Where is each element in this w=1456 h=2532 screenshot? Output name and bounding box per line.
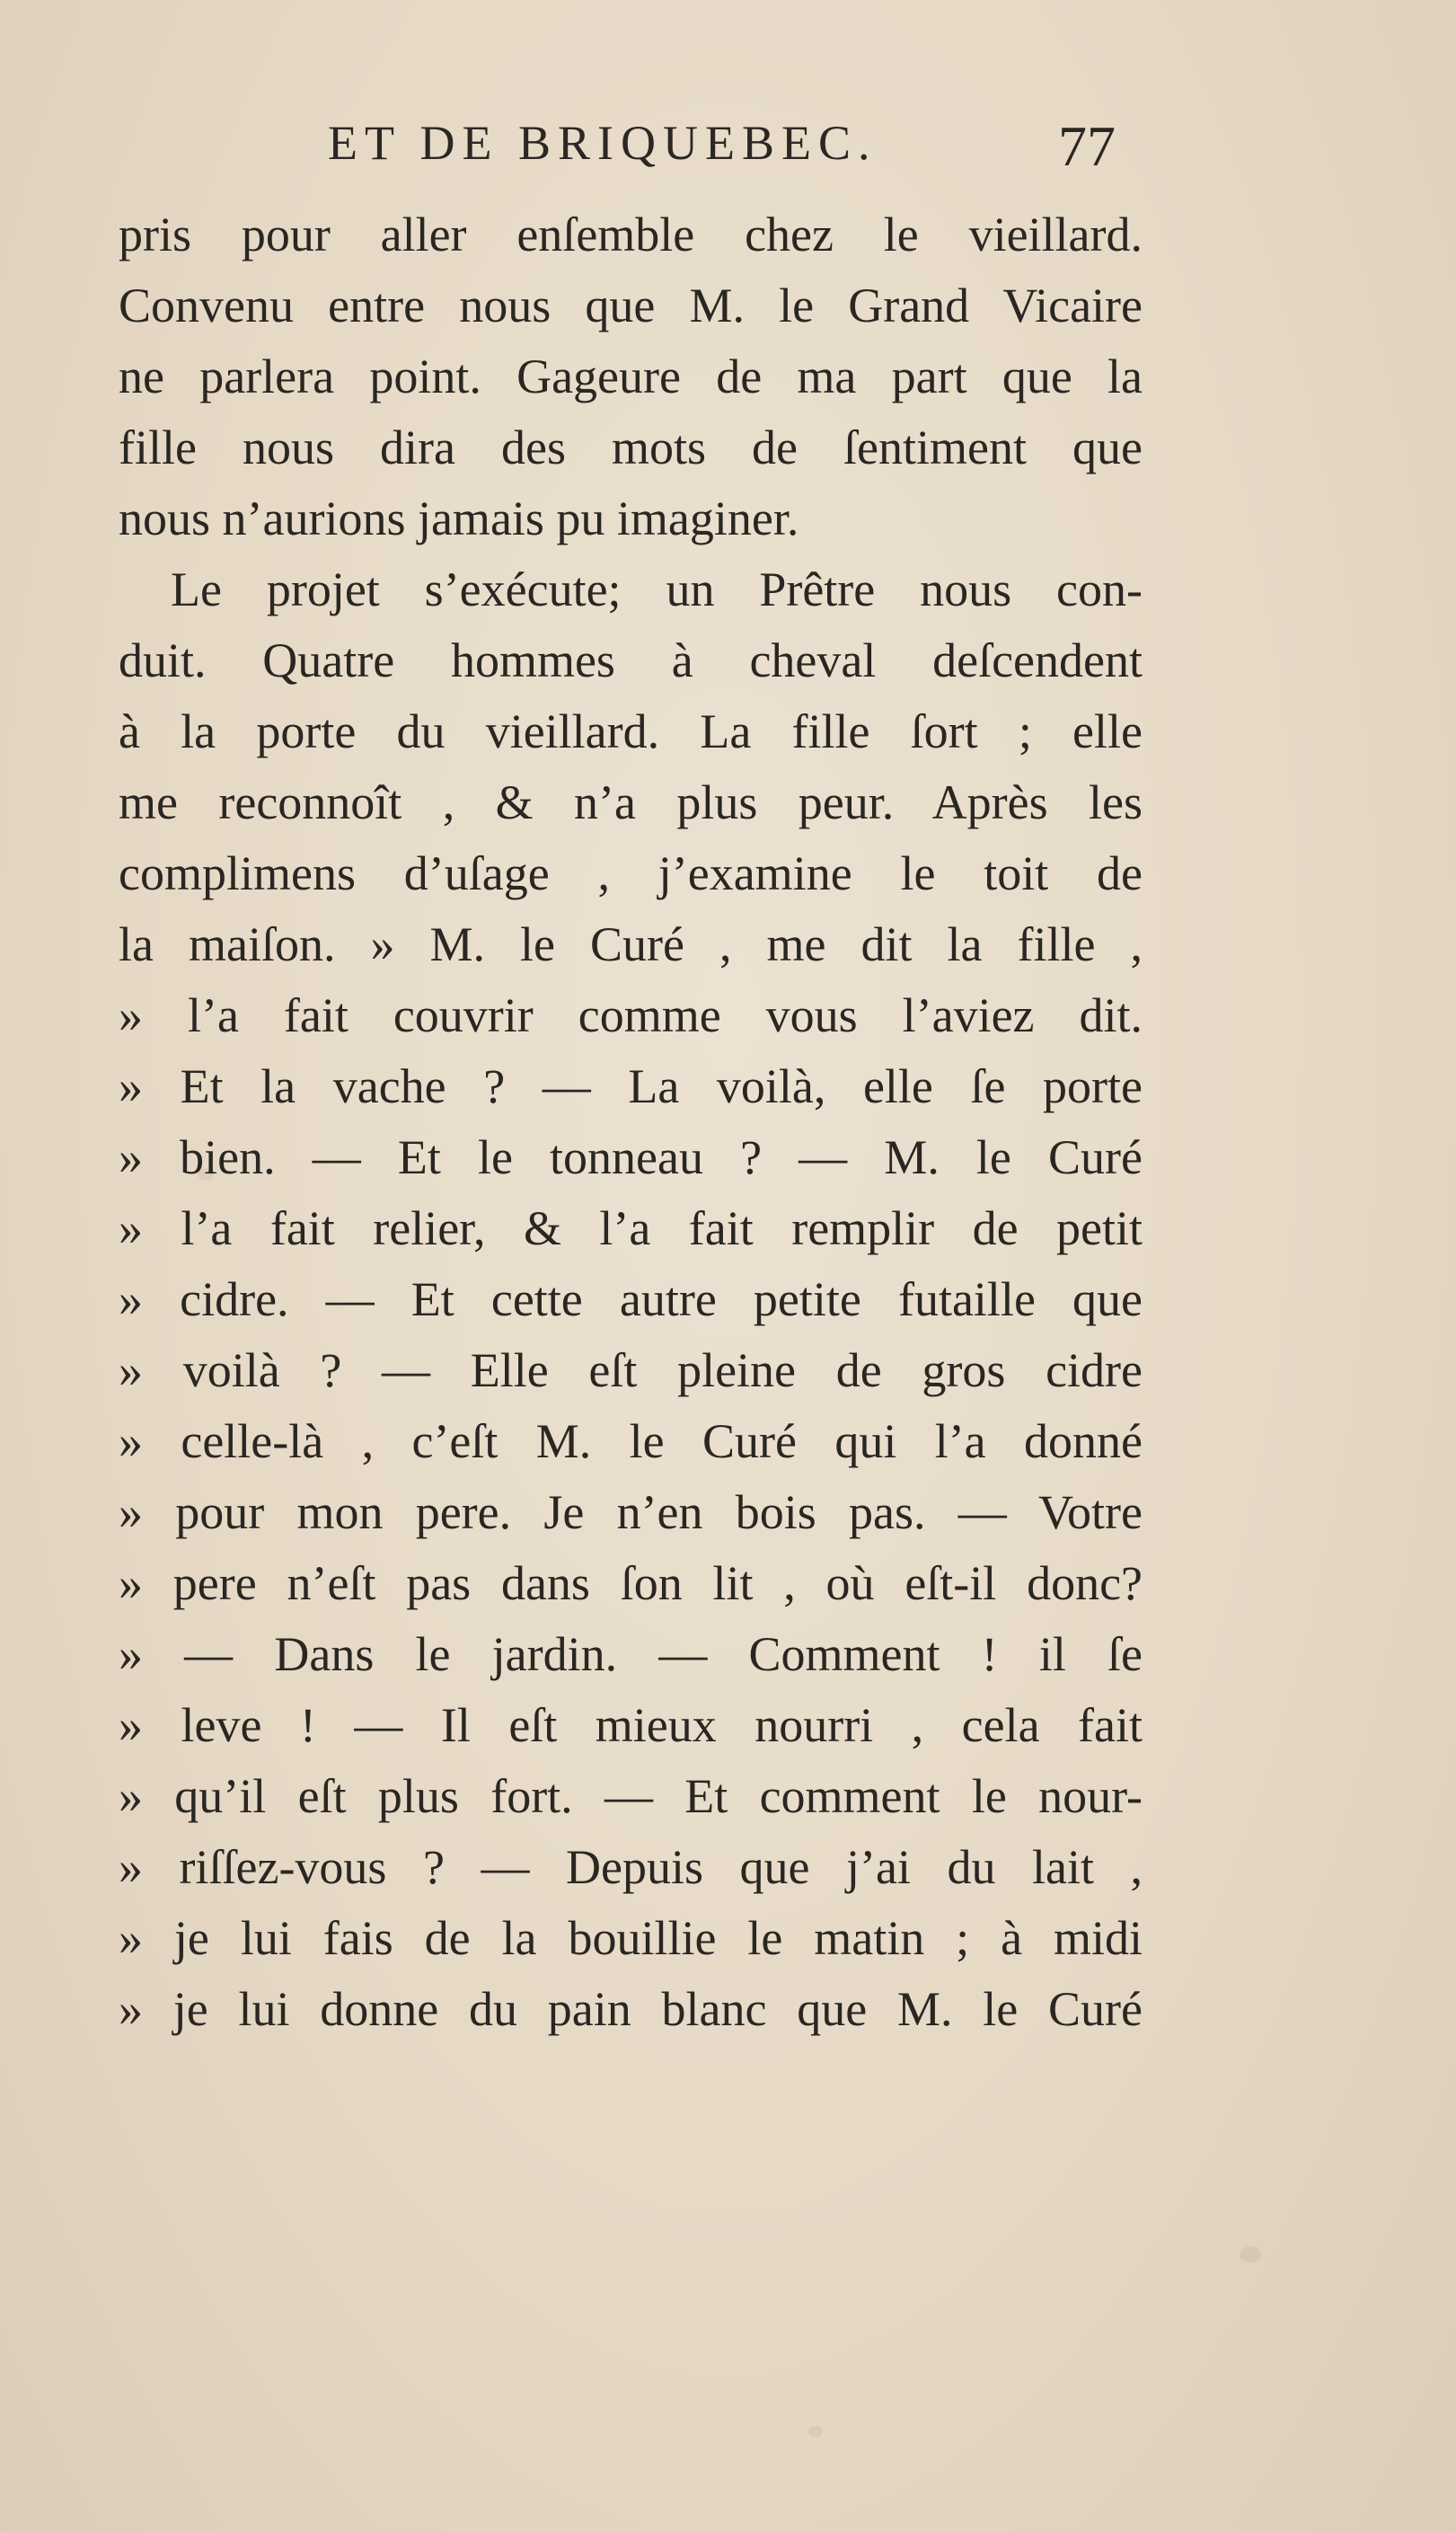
text-line: duit. Quatre hommes à cheval deſcendent	[119, 633, 1143, 687]
text-line: » pour mon pere. Je n’en bois pas. — Votre	[119, 1485, 1143, 1539]
text-line: fille nous dira des mots de ſentiment que	[119, 421, 1143, 474]
text-line: la maiſon. » M. le Curé , me dit la fille ,	[119, 917, 1143, 971]
text-line: nous n’aurions jamais pu imaginer.	[119, 491, 799, 545]
paper-stain	[808, 2426, 823, 2437]
text-line: ne parlera point. Gageure de ma part que la	[119, 350, 1143, 403]
text-line: » riſſez-vous ? — Depuis que j’ai du lait ,	[119, 1840, 1143, 1894]
text-line: » qu’il eſt plus fort. — Et comment le nour-	[119, 1769, 1143, 1823]
running-head: ET DE BRIQUEBEC.	[328, 116, 878, 170]
text-line: complimens d’uſage , j’examine le toit de	[119, 846, 1143, 900]
paragraph-start-line: Le projet s’exécute; un Prêtre nous con-	[171, 562, 1143, 616]
text-line: » pere n’eſt pas dans ſon lit , où eſt-il donc?	[119, 1556, 1143, 1610]
body-text	[119, 199, 1143, 2045]
text-line: » l’a fait relier, & l’a fait remplir de petit	[119, 1201, 1143, 1255]
text-line: » bien. — Et le tonneau ? — M. le Curé	[119, 1130, 1143, 1184]
paper-stain	[1240, 2246, 1261, 2262]
text-line: » je lui donne du pain blanc que M. le Curé	[119, 1982, 1143, 2036]
text-line: » je lui fais de la bouillie le matin ; à midi	[119, 1911, 1143, 1965]
text-line: » leve ! — Il eſt mieux nourri , cela fait	[119, 1698, 1143, 1752]
text-line: à la porte du vieillard. La fille ſort ; elle	[119, 704, 1143, 758]
text-line: » celle-là , c’eſt M. le Curé qui l’a donné	[119, 1414, 1143, 1468]
text-line: » l’a fait couvrir comme vous l’aviez dit.	[119, 988, 1143, 1042]
text-line: » voilà ? — Elle eſt pleine de gros cidre	[119, 1343, 1143, 1397]
text-line: » Et la vache ? — La voilà, elle ſe porte	[119, 1059, 1143, 1113]
text-line: pris pour aller enſemble chez le vieillard.	[119, 208, 1143, 261]
text-line: me reconnoît , & n’a plus peur. Après les	[119, 775, 1143, 829]
text-line: Convenu entre nous que M. le Grand Vicaire	[119, 279, 1143, 332]
text-line: » cidre. — Et cette autre petite futaille que	[119, 1272, 1143, 1326]
page-number: 77	[1058, 114, 1116, 178]
text-line: » — Dans le jardin. — Comment ! il ſe	[119, 1627, 1143, 1681]
